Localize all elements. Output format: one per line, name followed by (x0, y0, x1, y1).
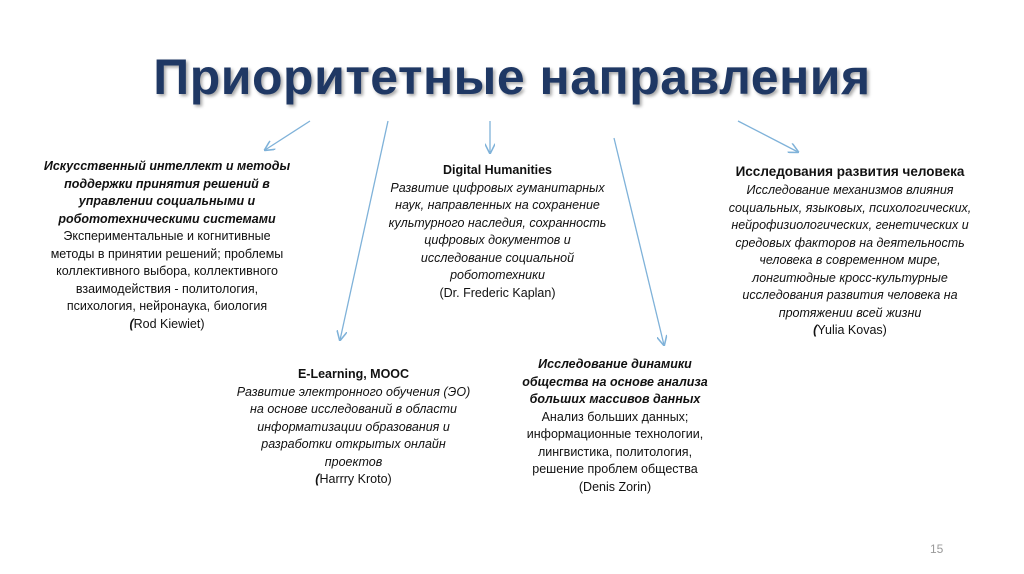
block-body: Развитие цифровых гуманитарных наук, направленных на сохранение культурного наследия, сохранность цифровых документов и исследование социальной робототехники (388, 180, 607, 282)
block-ai-decision-support (42, 158, 292, 333)
block-body: Исследование механизмов влияния социальных, языковых, психологических, нейрофизиологических, генетических и средовых факторов на деятельность человека в современном мире, лонгитюдные кросс-культурные исследования развития человека на протяжении всей жизни (728, 183, 972, 320)
block-author: (Harrry Kroto) (315, 472, 392, 486)
block-heading: Digital Humanities (442, 163, 553, 177)
block-body: Развитие электронного обучения (ЭО) на основе исследований в области информатизации образования и разработки открытых онлайн проектов (236, 384, 471, 469)
slide-title: Приоритетные направления (153, 49, 871, 105)
block-human-development (725, 162, 975, 340)
block-body: Экспериментальные и когнитивные методы в принятии решений; проблемы коллективного выбора, коллективного взаимодействия - политология, психология, нейронаука, биология (50, 229, 284, 313)
arrow-to-ai (265, 121, 310, 150)
block-digital-humanities (385, 162, 610, 302)
block-heading: Исследование динамики общества на основе анализа больших массивов данных (522, 357, 708, 406)
block-body: Анализ больших данных; информационные технологии, лингвистика, политология, решение проблем общества (Denis Zorin) (526, 409, 704, 494)
block-heading: Исследования развития человека (735, 164, 965, 179)
block-heading: E-Learning, MOOC (297, 367, 410, 381)
arrow-to-human (738, 121, 798, 152)
block-author: (Yulia Kovas) (813, 323, 887, 337)
block-heading: Искусственный интеллект и методы поддержки принятия решений в управлении социальными и робототехническими системами (43, 159, 291, 226)
block-big-data-society (520, 356, 710, 496)
block-author: (Rod Kiewiet) (129, 316, 205, 331)
block-elearning-mooc (236, 366, 471, 489)
block-author: (Dr. Frederic Kaplan) (439, 285, 556, 300)
arrow-to-elearning (340, 121, 388, 340)
page-number: 15 (930, 542, 944, 556)
arrow-to-bigdata (614, 138, 664, 345)
